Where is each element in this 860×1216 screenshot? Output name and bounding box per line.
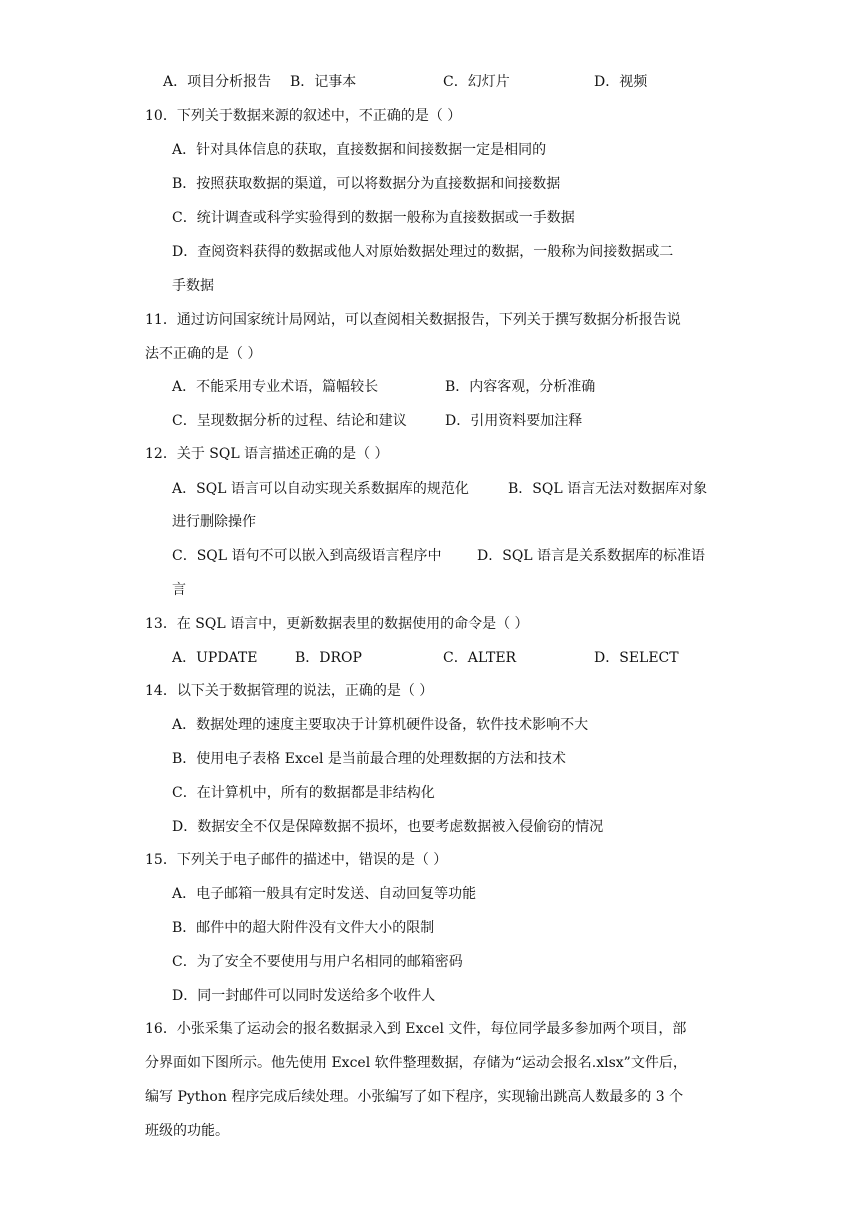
q11-stem-line2: 法不正确的是（ ）	[145, 346, 262, 362]
q16-stem-line2: 分界面如下图所示。他先使用 Excel 软件整理数据，存储为“运动会报名.xlsx”文件后，	[145, 1055, 687, 1071]
q16-stem-line3: 编写 Python 程序完成后续处理。小张编写了如下程序，实现输出跳高人数最多的 3 个	[145, 1089, 684, 1105]
q14-option-a: A．数据处理的速度主要取决于计算机硬件设备，软件技术影响不大	[172, 717, 589, 733]
q10-option-b: B．按照获取数据的渠道，可以将数据分为直接数据和间接数据	[172, 176, 561, 192]
q10-stem: 10．下列关于数据来源的叙述中，不正确的是（ ）	[145, 108, 462, 124]
q13-stem: 13．在 SQL 语言中，更新数据表里的数据使用的命令是（ ）	[145, 616, 529, 632]
q15-option-b: B．邮件中的超大附件没有文件大小的限制	[172, 920, 435, 936]
q13-option-c: C．ALTER	[443, 650, 517, 666]
q12-option-d-line1: D．SQL 语言是关系数据库的标准语	[477, 548, 706, 564]
q16-stem-line1: 16．小张采集了运动会的报名数据录入到 Excel 文件，每位同学最多参加两个项目，部	[145, 1021, 687, 1037]
q13-option-b: B．DROP	[295, 650, 362, 666]
q13-option-d: D．SELECT	[594, 650, 679, 666]
q15-option-c: C．为了安全不要使用与用户名相同的邮箱密码	[172, 954, 463, 970]
q16-stem-line4: 班级的功能。	[145, 1123, 229, 1139]
q11-option-b: B．内容客观，分析准确	[445, 379, 596, 395]
q14-option-c: C．在计算机中，所有的数据都是非结构化	[172, 785, 435, 801]
q9-option-a: A．项目分析报告	[163, 74, 272, 90]
q11-option-a: A．不能采用专业术语，篇幅较长	[172, 379, 379, 395]
q12-option-a: A．SQL 语言可以自动实现关系数据库的规范化	[172, 481, 469, 497]
q15-stem: 15．下列关于电子邮件的描述中，错误的是（ ）	[145, 852, 448, 868]
q12-option-b-line1: B．SQL 语言无法对数据库对象	[508, 481, 708, 497]
q14-option-d: D．数据安全不仅是保障数据不损坏，也要考虑数据被入侵偷窃的情况	[172, 819, 604, 835]
q11-option-d: D．引用资料要加注释	[445, 413, 583, 429]
q10-option-a: A．针对具体信息的获取，直接数据和间接数据一定是相同的	[172, 142, 547, 158]
q11-option-c: C．呈现数据分析的过程、结论和建议	[172, 413, 407, 429]
q14-stem: 14．以下关于数据管理的说法，正确的是（ ）	[145, 683, 434, 699]
q10-option-d-line1: D．查阅资料获得的数据或他人对原始数据处理过的数据，一般称为间接数据或二	[172, 244, 674, 260]
q9-option-d: D．视频	[594, 74, 648, 90]
q9-option-c: C．幻灯片	[443, 74, 510, 90]
q13-option-a: A．UPDATE	[172, 650, 258, 666]
q12-option-c: C．SQL 语句不可以嵌入到高级语言程序中	[172, 548, 442, 564]
q12-option-d-line2: 言	[172, 582, 186, 598]
q15-option-d: D．同一封邮件可以同时发送给多个收件人	[172, 988, 436, 1004]
q12-option-b-line2: 进行删除操作	[172, 514, 256, 530]
q11-stem-line1: 11．通过访问国家统计局网站，可以查阅相关数据报告，下列关于撰写数据分析报告说	[145, 312, 681, 328]
q12-stem: 12．关于 SQL 语言描述正确的是（ ）	[145, 446, 389, 462]
q10-option-d-line2: 手数据	[172, 278, 214, 294]
q15-option-a: A．电子邮箱一般具有定时发送、自动回复等功能	[172, 886, 477, 902]
q10-option-c: C．统计调查或科学实验得到的数据一般称为直接数据或一手数据	[172, 210, 575, 226]
q14-option-b: B．使用电子表格 Excel 是当前最合理的处理数据的方法和技术	[172, 751, 566, 767]
q9-option-b: B．记事本	[290, 74, 357, 90]
